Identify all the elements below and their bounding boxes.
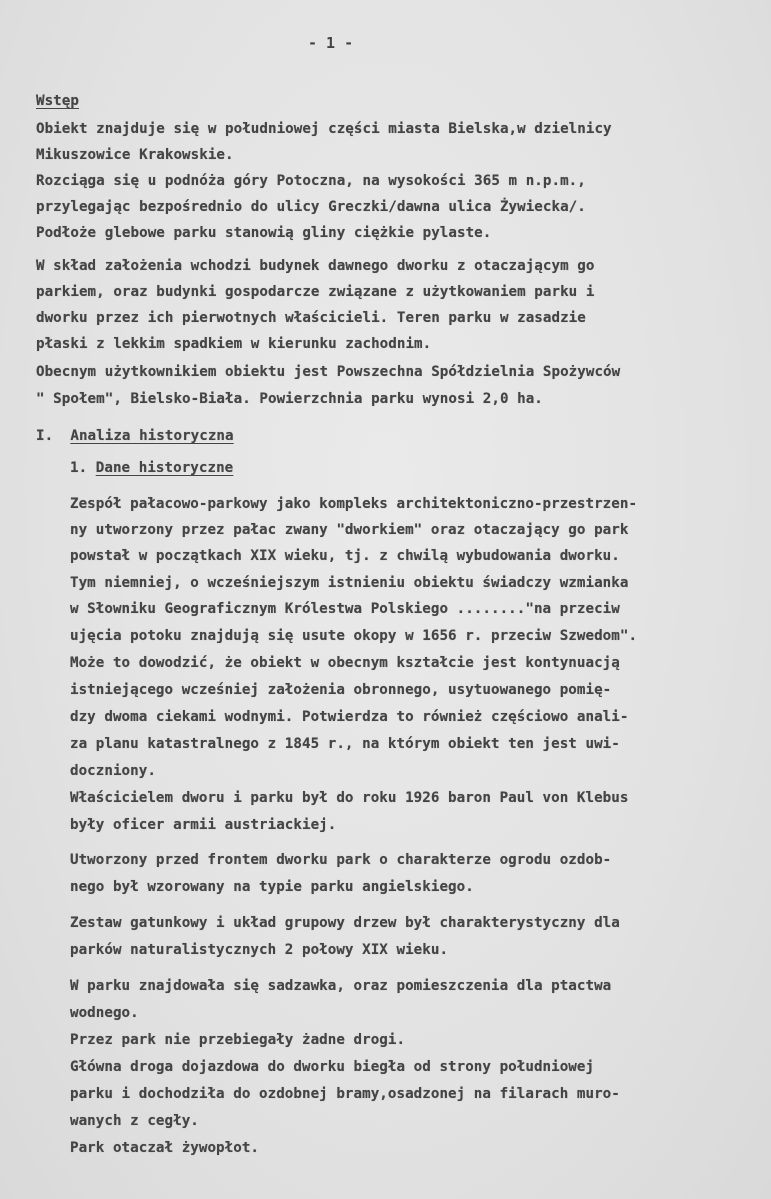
intro-line: W skład założenia wchodzi budynek dawnego dworku z otaczającym go bbox=[36, 258, 595, 274]
section-number: I. bbox=[36, 428, 54, 444]
history-line: za planu katastralnego z 1845 r., na którym obiekt ten jest uwi- bbox=[70, 736, 620, 752]
history-line: Utworzony przed frontem dworku park o charakterze ogrodu ozdob- bbox=[70, 852, 612, 868]
history-line: Główna droga dojazdowa do dworku biegła od strony południowej bbox=[70, 1059, 595, 1075]
history-line: istniejącego wcześniej założenia obronnego, usytuowanego pomię- bbox=[70, 682, 612, 698]
subsection-number: 1. bbox=[70, 460, 88, 476]
history-line: doczniony. bbox=[70, 763, 156, 779]
history-line: wanych z cegły. bbox=[70, 1113, 199, 1129]
section-title: Analiza historyczna bbox=[70, 428, 234, 444]
history-line: nego był wzorowany na typie parku angielskiego. bbox=[70, 879, 474, 895]
intro-line: Podłoże glebowe parku stanowią gliny ciężkie pylaste. bbox=[36, 225, 492, 241]
intro-line: Obiekt znajduje się w południowej części miasta Bielska,w dzielnicy bbox=[36, 121, 612, 137]
history-line: Przez park nie przebiegały żadne drogi. bbox=[70, 1032, 406, 1048]
history-line: Tym niemniej, o wcześniejszym istnieniu obiektu świadczy wzmianka bbox=[70, 575, 629, 591]
history-line: parku i dochodziła do ozdobnej bramy,osadzonej na filarach muro- bbox=[70, 1086, 620, 1102]
heading-wstep: Wstęp bbox=[36, 93, 79, 109]
history-line: W parku znajdowała się sadzawka, oraz pomieszczenia dla ptactwa bbox=[70, 978, 612, 994]
subsection-title: Dane historyczne bbox=[95, 460, 234, 476]
history-line: powstał w początkach XIX wieku, tj. z chwilą wybudowania dworku. bbox=[70, 548, 620, 564]
history-line: wodnego. bbox=[70, 1005, 139, 1021]
history-line: parków naturalistycznych 2 połowy XIX wieku. bbox=[70, 942, 449, 958]
intro-line: Obecnym użytkownikiem obiektu jest Powszechna Spółdzielnia Spożywców bbox=[36, 364, 621, 380]
intro-line: dworku przez ich pierwotnych właścicieli. Teren parku w zasadzie bbox=[36, 310, 586, 326]
page-number: - 1 - bbox=[308, 34, 354, 52]
intro-line: parkiem, oraz budynki gospodarcze związane z użytkowaniem parku i bbox=[36, 284, 595, 300]
intro-line: Mikuszowice Krakowskie. bbox=[36, 147, 234, 163]
history-line: w Słowniku Geograficznym Królestwa Polskiego ........"na przeciw bbox=[70, 601, 620, 617]
history-line: ny utworzony przez pałac zwany "dworkiem" oraz otaczający go park bbox=[70, 522, 629, 538]
history-line: dzy dwoma ciekami wodnymi. Potwierdza to również częściowo anali- bbox=[70, 709, 629, 725]
history-line: Może to dowodzić, że obiekt w obecnym kształcie jest kontynuacją bbox=[70, 655, 620, 671]
intro-line: " Społem", Bielsko-Biała. Powierzchnia parku wynosi 2,0 ha. bbox=[36, 391, 543, 407]
history-line: były oficer armii austriackiej. bbox=[70, 817, 337, 833]
intro-line: płaski z lekkim spadkiem w kierunku zachodnim. bbox=[36, 336, 432, 352]
history-line: Park otaczał żywopłot. bbox=[70, 1140, 260, 1156]
section-heading bbox=[36, 427, 234, 445]
history-line: ujęcia potoku znajdują się usute okopy w 1656 r. przeciw Szwedom". bbox=[70, 628, 638, 644]
history-line: Zestaw gatunkowy i układ grupowy drzew był charakterystyczny dla bbox=[70, 915, 620, 931]
history-line: Zespół pałacowo-parkowy jako kompleks architektoniczno-przestrzen- bbox=[70, 496, 638, 512]
history-line: Właścicielem dworu i parku był do roku 1926 baron Paul von Klebus bbox=[70, 790, 629, 806]
intro-line: Rozciąga się u podnóża góry Potoczna, na wysokości 365 m n.p.m., bbox=[36, 173, 586, 189]
subsection-heading bbox=[70, 459, 233, 477]
intro-line: przylegając bezpośrednio do ulicy Greczki/dawna ulica Żywiecka/. bbox=[36, 199, 586, 215]
